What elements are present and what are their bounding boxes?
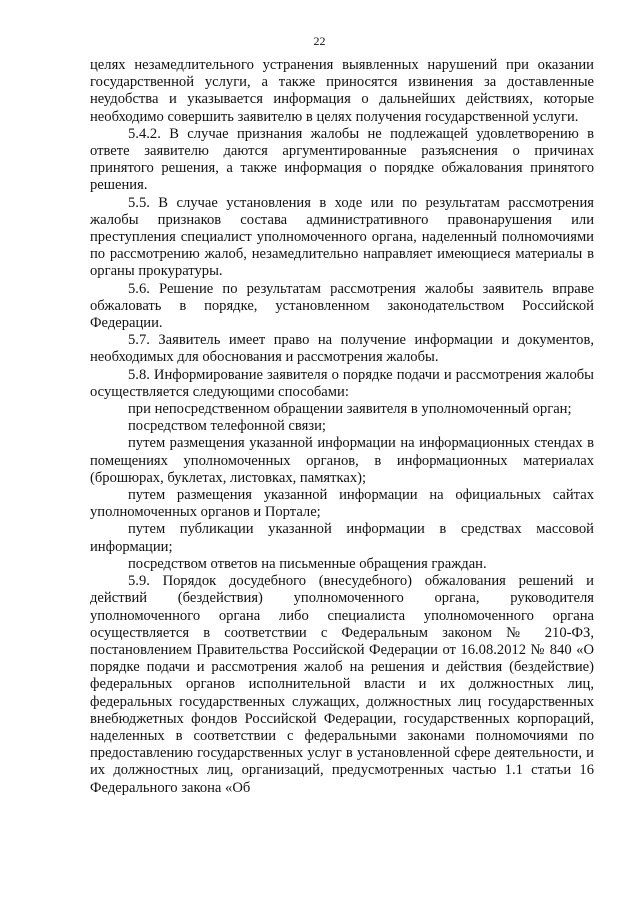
list-item-telephone: посредством телефонной связи; <box>128 418 326 435</box>
paragraph-5-8: 5.8. Информирование заявителя о порядке подачи и рассмотрения жалобы осуществляется следующими способами: <box>90 366 594 400</box>
paragraph-5-6: 5.6. Решение по результатам рассмотрения жалобы заявитель вправе обжаловать в порядке, установленном законодательством Российской Федерации. <box>90 280 594 332</box>
paragraph-5-5: 5.5. В случае установления в ходе или по результатам рассмотрения жалобы признаков состава административного правонарушения или преступления специалист уполномоченного органа, наделенный полномочиями по рассмотрению жалоб, незамедлительно направляет имеющиеся материалы в органы прокуратуры. <box>90 194 594 280</box>
list-item-websites: путем размещения указанной информации на официальных сайтах уполномоченных органов и Портале; <box>90 487 594 521</box>
list-item-written-responses: посредством ответов на письменные обращения граждан. <box>128 555 487 572</box>
paragraph-continuation: целях незамедлительного устранения выявленных нарушений при оказании государственной услуги, а также приносятся извинения за доставленные неудобства и указывается информация о дальнейших действиях, которые необходимо совершить заявителю в целях получения государственной услуги. <box>90 57 594 125</box>
document-body <box>90 57 594 797</box>
paragraph-5-4-2: 5.4.2. В случае признания жалобы не подлежащей удовлетворению в ответе заявителю даются аргументированные разъяснения о причинах принятого решения, а также информация о порядке обжалования принятого решения. <box>90 125 594 194</box>
paragraph-5-7: 5.7. Заявитель имеет право на получение информации и документов, необходимых для обоснования и рассмотрения жалобы. <box>90 332 594 366</box>
page-number: 22 <box>313 34 326 48</box>
list-item-direct-appeal: при непосредственном обращении заявителя в уполномоченный орган; <box>128 401 572 418</box>
list-item-media: путем публикации указанной информации в средствах массовой информации; <box>90 521 594 555</box>
paragraph-5-9: 5.9. Порядок досудебного (внесудебного) обжалования решений и действий (бездействия) уполномоченного органа, руководителя уполномоченного органа либо специалиста уполномоченного органа осуществляется в соответствии с Федеральным законом № 210-ФЗ, постановлением Правительства Российской Федерации от 16.08.2012 № 840 «О порядке подачи и рассмотрения жалоб на решения и действия (бездействие) федеральных органов исполнительной власти и их должностных лиц, федеральных государственных служащих, должностных лиц государственных внебюджетных фондов Российской Федерации, государственных корпораций, наделенных в соответствии с федеральными законами полномочиями по предоставлению государственных услуг в установленной сфере деятельности, и их должностных лиц, организаций, предусмотренных частью 1.1 статьи 16 Федерального закона «Об <box>90 573 594 796</box>
list-item-stands: путем размещения указанной информации на информационных стендах в помещениях уполномоченных органов, в информационных материалах (брошюрах, буклетах, листовках, памятках); <box>90 435 594 486</box>
